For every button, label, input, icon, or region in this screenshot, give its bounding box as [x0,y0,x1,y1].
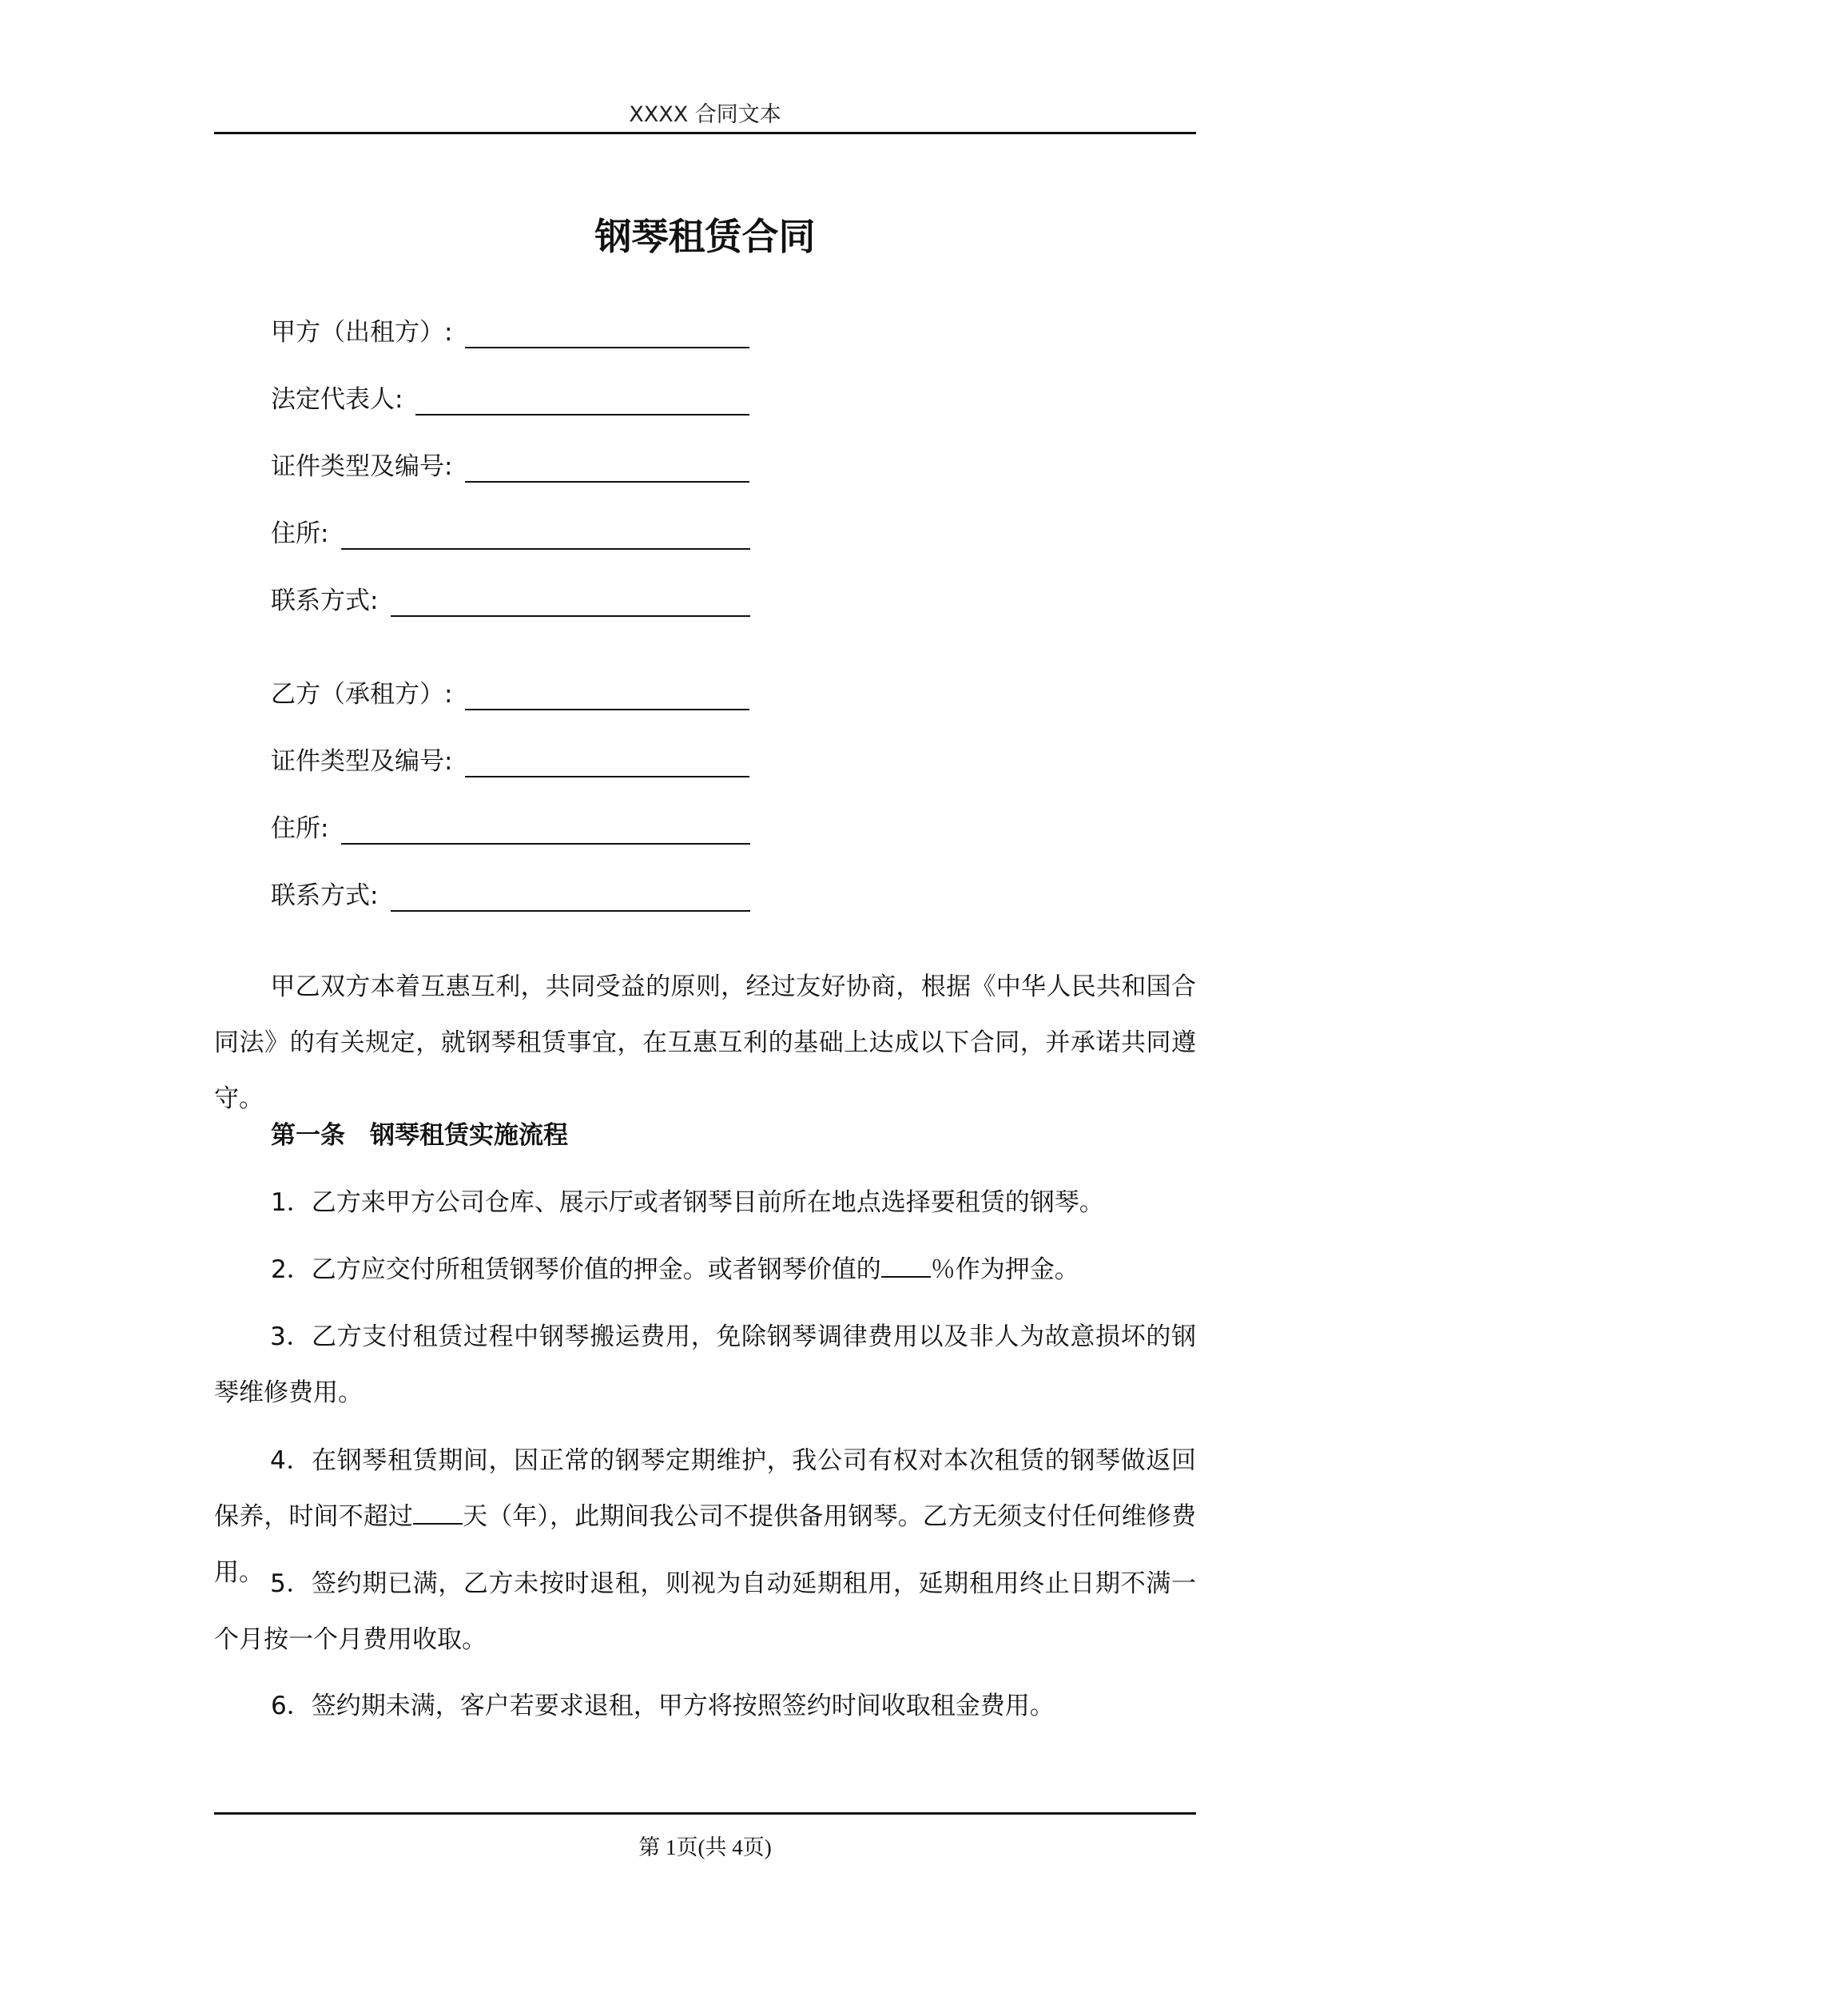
field-label: 法定代表人: [271,385,403,414]
party-a-contact-blank[interactable] [391,591,750,617]
party-b-contact-field [271,880,750,912]
footer-rule [214,1812,1196,1815]
legal-representative-field [271,384,749,416]
page-number: 第 1页(共 4页) [638,1835,772,1859]
party-a-name-blank[interactable] [465,323,749,348]
header-rule [214,132,1196,134]
article-1-heading: 第一条 钢琴租赁实施流程 [271,1121,568,1150]
party-b-name-blank[interactable] [465,685,749,710]
field-label: 联系方式: [271,587,379,615]
party-a-id-field [271,451,749,483]
legal-representative-blank[interactable] [415,390,749,416]
field-label: 甲方（出租方）: [271,318,453,347]
field-label: 乙方（承租方）: [271,680,453,709]
item-text: 4．在钢琴租赁期间，因正常的钢琴定期维护，我公司有权对本次租赁的钢琴做返回保养，时间不超过 [214,1446,1196,1531]
item-text: 2．乙方应交付所租赁钢琴价值的押金。或者钢琴价值的 [271,1255,881,1284]
party-a-name-field [271,316,749,348]
party-a-id-blank[interactable] [465,457,749,483]
field-label: 证件类型及编号: [271,747,453,776]
party-b-contact-blank[interactable] [391,886,750,912]
article-1-item-3 [214,1309,1196,1421]
item-text: 5．签约期已满，乙方未按时退租，则视为自动延期租用，延期租用终止日期不满一个月按一个月费用收取。 [214,1569,1196,1654]
field-label: 住所: [271,519,329,548]
item-text: 天（年），此期间我公司不提供备用钢琴。乙方无须支付任何维修费用。 [214,1502,1197,1587]
maintenance-days-blank[interactable] [413,1502,463,1525]
party-a-address-field [271,518,750,550]
article-1-item-2 [271,1254,1079,1286]
party-b-address-blank[interactable] [341,819,750,845]
article-1-item-6: 6．签约期未满，客户若要求退租，甲方将按照签约时间收取租金费用。 [271,1692,1055,1720]
intro-paragraph [214,959,1196,1127]
contract-title: 钢琴租赁合同 [594,215,816,258]
article-1-item-1: 1．乙方来甲方公司仓库、展示厅或者钢琴目前所在地点选择要租赁的钢琴。 [271,1188,1104,1217]
deposit-percent-blank[interactable] [881,1255,931,1278]
party-b-id-field [271,746,749,777]
intro-text: 甲乙双方本着互惠互利，共同受益的原则，经过友好协商，根据《中华人民共和国合同法》的有关规定，就钢琴租赁事宜，在互惠互利的基础上达成以下合同，并承诺共同遵守。 [214,972,1196,1113]
party-a-contact-field [271,585,750,617]
party-b-address-field [271,813,750,845]
field-label: 证件类型及编号: [271,452,453,481]
page-header: XXXX 合同文本 [629,102,781,127]
party-a-address-blank[interactable] [341,524,750,550]
field-label: 住所: [271,814,329,843]
item-text: 3．乙方支付租赁过程中钢琴搬运费用，免除钢琴调律费用以及非人为故意损坏的钢琴维修费用。 [214,1322,1196,1407]
item-text: ％作为押金。 [930,1255,1079,1284]
field-label: 联系方式: [271,881,379,910]
article-1-item-5 [214,1556,1196,1668]
party-b-name-field [271,678,749,710]
party-b-id-blank[interactable] [465,752,749,777]
